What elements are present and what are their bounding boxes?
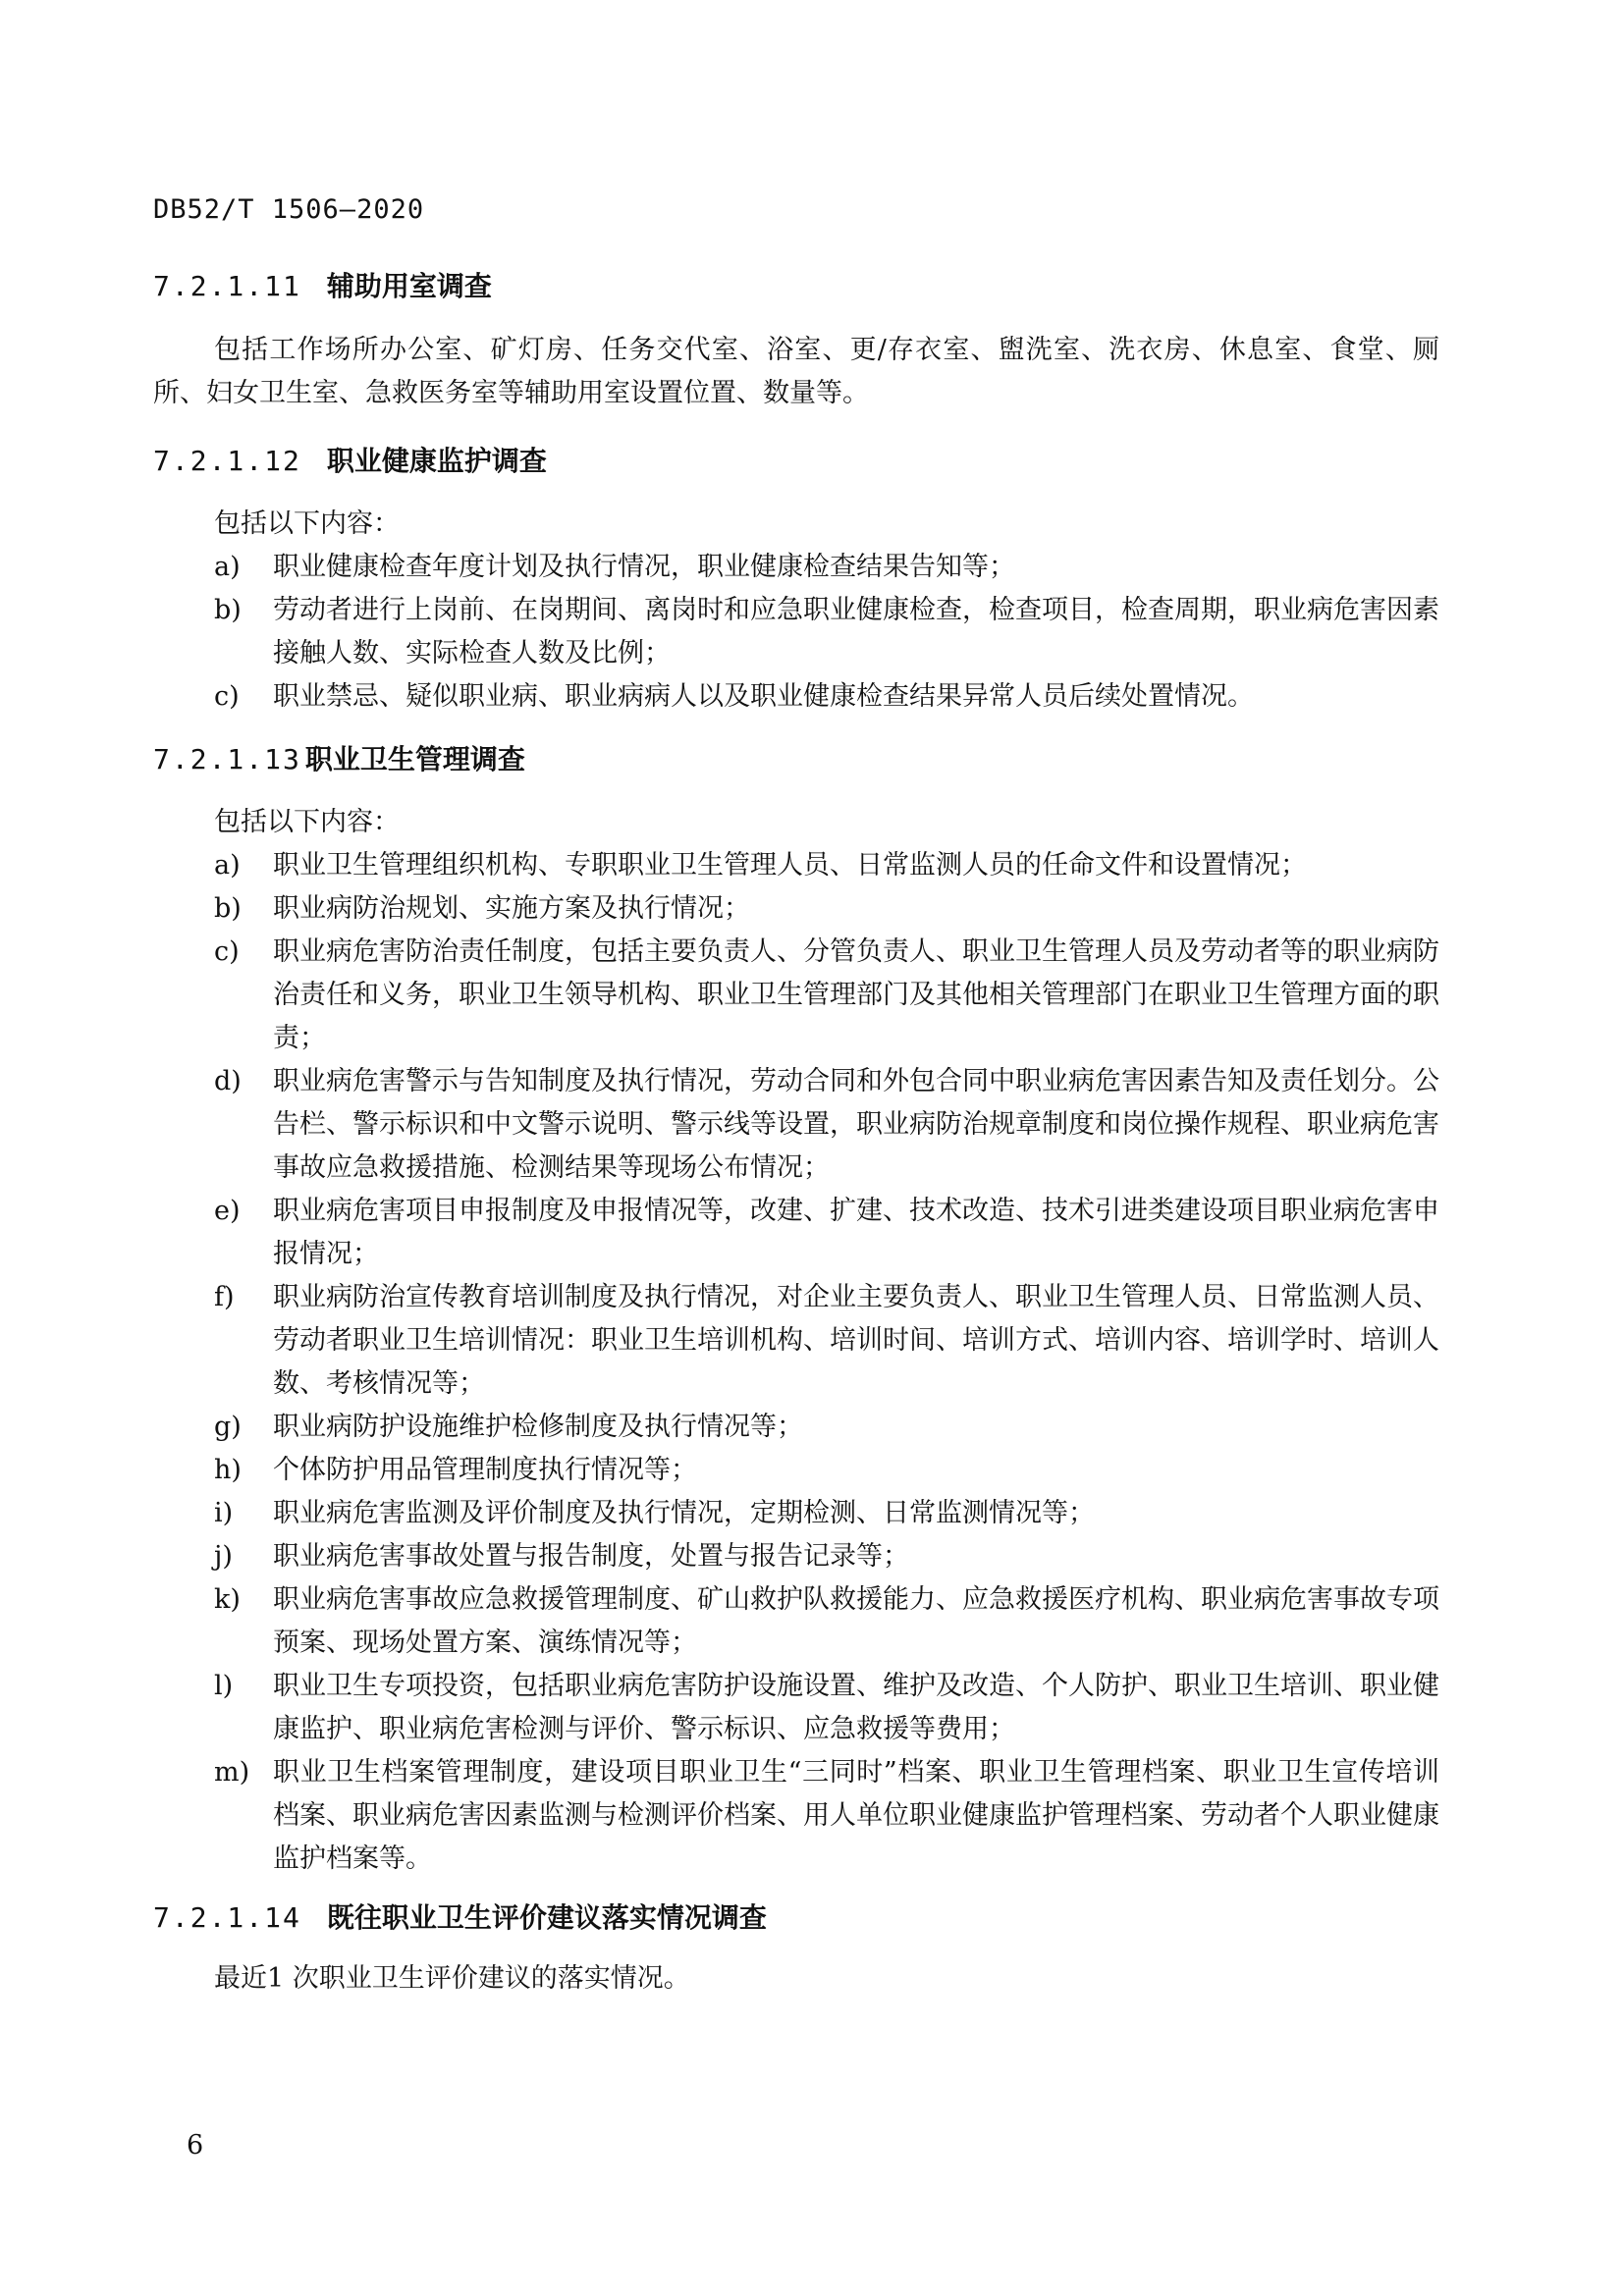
- list-marker: l): [214, 1671, 234, 1701]
- list-marker: f): [214, 1282, 235, 1312]
- list-item: [214, 546, 1439, 589]
- section-number: 7.2.1.12: [153, 445, 301, 477]
- list-item: [214, 844, 1439, 887]
- list-item: [214, 887, 1439, 931]
- section-heading-7-2-1-12: [153, 440, 547, 479]
- list-marker: b): [214, 893, 242, 924]
- list-marker: b): [214, 595, 242, 625]
- list-item-text: 职业病危害监测及评价制度及执行情况，定期检测、日常监测情况等；: [273, 1498, 1095, 1528]
- list-item: [214, 1449, 1439, 1492]
- list-item-text: 职业病危害警示与告知制度及执行情况，劳动合同和外包合同中职业病危害因素告知及责任划分。公告栏、警示标识和中文警示说明、警示线等设置，职业病防治规章制度和岗位操作规程、职业病危害事故应急救援措施、检测结果等现场公布情况；: [273, 1066, 1439, 1183]
- section-number: 7.2.1.14: [153, 1901, 301, 1934]
- list-item-text: 职业病防治宣传教育培训制度及执行情况，对企业主要负责人、职业卫生管理人员、日常监测人员、劳动者职业卫生培训情况：职业卫生培训机构、培训时间、培训方式、培训内容、培训学时、培训人数、考核情况等；: [273, 1282, 1439, 1399]
- section-body-paragraph: 最近1 次职业卫生评价建议的落实情况。: [214, 1963, 690, 1994]
- list-item-text: 职业卫生专项投资，包括职业病危害防护设施设置、维护及改造、个人防护、职业卫生培训、职业健康监护、职业病危害检测与评价、警示标识、应急救援等费用；: [273, 1671, 1439, 1744]
- list-marker: h): [214, 1455, 242, 1485]
- list-item: [214, 1535, 1439, 1578]
- section-title: 职业健康监护调查: [326, 445, 547, 477]
- page-number: 6: [187, 2130, 204, 2161]
- list-item-text: 职业病防护设施维护检修制度及执行情况等；: [273, 1412, 803, 1442]
- section-number: 7.2.1.11: [153, 270, 301, 302]
- list-item: [214, 1492, 1439, 1535]
- list-marker: d): [214, 1066, 242, 1096]
- list-item: [214, 1665, 1439, 1751]
- list-marker: j): [214, 1541, 233, 1572]
- list-marker: c): [214, 936, 240, 967]
- list-marker: a): [214, 850, 241, 881]
- list-item-text: 职业病危害防治责任制度，包括主要负责人、分管负责人、职业卫生管理人员及劳动者等的职业病防治责任和义务，职业卫生领导机构、职业卫生管理部门及其他相关管理部门在职业卫生管理方面的职责；: [273, 936, 1439, 1053]
- list-item: [214, 1190, 1439, 1276]
- list-item: [214, 589, 1439, 675]
- list-item-text: 职业卫生管理组织机构、专职职业卫生管理人员、日常监测人员的任命文件和设置情况；: [273, 850, 1307, 881]
- standard-code: DB52/T 1506—2020: [153, 194, 425, 225]
- list-item: [214, 675, 1439, 719]
- list-item: [214, 1276, 1439, 1406]
- list-item: [214, 931, 1439, 1060]
- list-item-text: 职业病危害事故处置与报告制度，处置与报告记录等；: [273, 1541, 909, 1572]
- section-title: 既往职业卫生评价建议落实情况调查: [326, 1901, 767, 1934]
- list-item-text: 职业卫生档案管理制度，建设项目职业卫生“三同时”档案、职业卫生管理档案、职业卫生宣传培训档案、职业病危害因素监测与检测评价档案、用人单位职业健康监护管理档案、劳动者个人职业健康监护档案等。: [273, 1757, 1439, 1874]
- section-heading-7-2-1-13: [153, 738, 525, 777]
- list-item-text: 职业病危害事故应急救援管理制度、矿山救护队救援能力、应急救援医疗机构、职业病危害事故专项预案、现场处置方案、演练情况等；: [273, 1584, 1439, 1658]
- list-item: [214, 1751, 1439, 1881]
- section-heading-7-2-1-14: [153, 1896, 767, 1936]
- list-marker: m): [214, 1757, 250, 1788]
- section-intro: 包括以下内容：: [214, 807, 400, 837]
- section-title: 职业卫生管理调查: [304, 743, 525, 775]
- list-marker: i): [214, 1498, 234, 1528]
- list-marker: a): [214, 552, 241, 582]
- list-item-text: 职业病危害项目申报制度及申报情况等，改建、扩建、技术改造、技术引进类建设项目职业病危害申报情况；: [273, 1196, 1439, 1269]
- list-marker: c): [214, 681, 240, 712]
- list-item: [214, 1578, 1439, 1665]
- list-marker: k): [214, 1584, 241, 1615]
- list-item-text: 职业病防治规划、实施方案及执行情况；: [273, 893, 750, 924]
- list-item: [214, 1060, 1439, 1190]
- list-item-text: 职业健康检查年度计划及执行情况，职业健康检查结果告知等；: [273, 552, 1015, 582]
- list-item-text: 劳动者进行上岗前、在岗期间、离岗时和应急职业健康检查，检查项目，检查周期，职业病危害因素接触人数、实际检查人数及比例；: [273, 595, 1439, 668]
- list-marker: e): [214, 1196, 241, 1226]
- section-title: 辅助用室调查: [326, 270, 492, 302]
- list-marker: g): [214, 1412, 242, 1442]
- list-item-text: 职业禁忌、疑似职业病、职业病病人以及职业健康检查结果异常人员后续处置情况。: [273, 681, 1254, 712]
- section-heading-7-2-1-11: [153, 265, 492, 304]
- section-intro: 包括以下内容：: [214, 508, 400, 539]
- section-body-paragraph: 包括工作场所办公室、矿灯房、任务交代室、浴室、更/存衣室、盥洗室、洗衣房、休息室、食堂、厕所、妇女卫生室、急救医务室等辅助用室设置位置、数量等。: [153, 335, 1439, 408]
- list-item-text: 个体防护用品管理制度执行情况等；: [273, 1455, 697, 1485]
- list-item: [214, 1406, 1439, 1449]
- section-number: 7.2.1.13: [153, 743, 301, 775]
